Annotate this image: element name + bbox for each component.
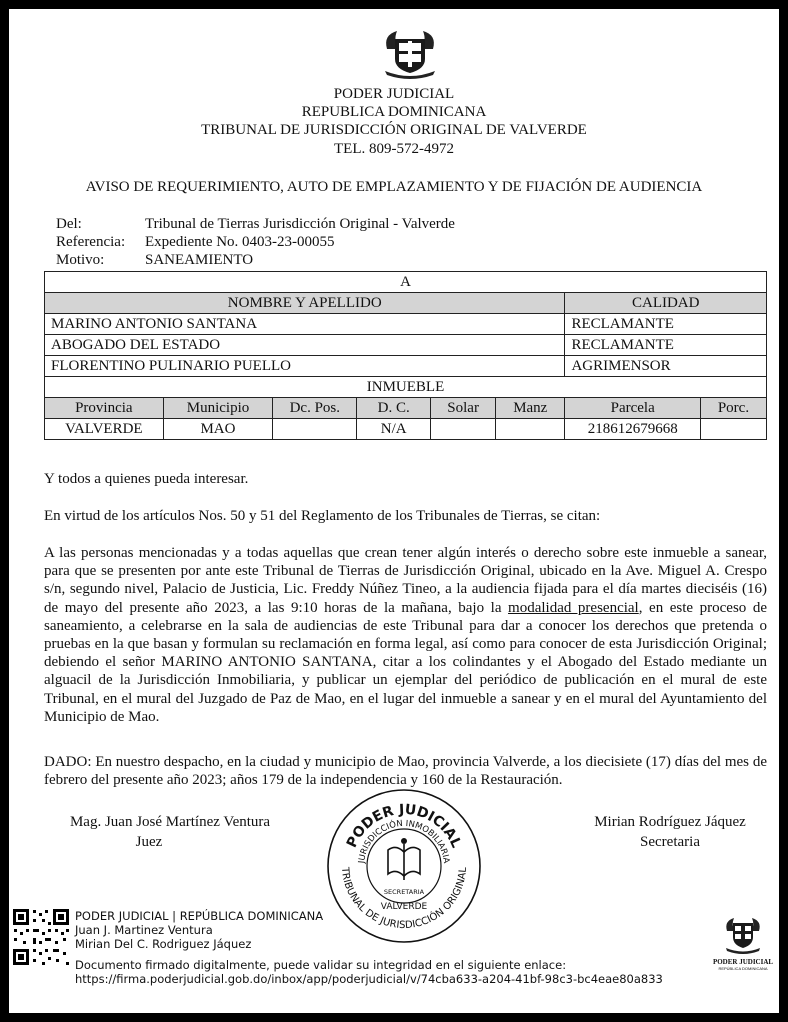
document-title: AVISO DE REQUERIMIENTO, AUTO DE EMPLAZAMIENTO Y DE FIJACIÓN DE AUDIENCIA	[85, 179, 703, 195]
cell-dc: N/A	[357, 419, 431, 440]
cell-dc-pos	[273, 419, 357, 440]
party-name: FLORENTINO PULINARIO PUELLO	[45, 356, 565, 377]
header-line2: REPUBLICA DOMINICANA	[301, 104, 487, 120]
party-name: MARINO ANTONIO SANTANA	[45, 314, 565, 335]
qr-code-icon[interactable]	[11, 907, 71, 967]
right-signer-role: Secretaria	[640, 834, 700, 850]
del-value: Tribunal de Tierras Jurisdicción Original - Valverde	[145, 216, 455, 232]
parties-table	[44, 271, 767, 440]
table-row	[45, 356, 767, 377]
paragraph-2: En virtud de los artículos Nos. 50 y 51 del Reglamento de los Tribunales de Tierras, se citan:	[44, 508, 601, 524]
footer-logo-subtext: REPÚBLICA DOMINICANA	[718, 966, 768, 971]
paragraph-4: DADO: En nuestro despacho, en la ciudad y municipio de Mao, provincia Valverde, a los diecisiete (17) días del mes de febrero del presente año 2023; años 179 de la independencia y 160 de la Restauración.	[44, 754, 767, 789]
paragraph-3	[44, 544, 767, 726]
inmueble-header: INMUEBLE	[45, 377, 767, 398]
paragraph-3-part-b: , en este proceso de saneamiento, a celebrarse en la sala de audiencias de este Tribunal para dar a conocer los derechos que pretenda o pruebas en la que basan y formulan su reclamación en forma legal, así como para conocer de esta Jurisdicción Original; debiendo el señor MARINO ANTONIO SANTANA, citar a los colindantes y el Abogado del Estado mediante un alguacil de la Jurisdicción Inmobiliaria, y publicar un ejemplar del periódico de publicación en el mural de este Tribunal, en el mural del Juzgado de Paz de Mao, en el lugar del inmueble a sanear y en el mural del Ayuntamiento del Municipio de Mao.	[44, 599, 767, 725]
referencia-value: Expediente No. 0403-23-00055	[145, 234, 335, 250]
document-page	[9, 9, 779, 1013]
seal-valverde: VALVERDE	[380, 902, 428, 912]
table-row	[45, 419, 767, 440]
footer-line3: Mirian Del C. Rodriguez Jáquez	[75, 937, 252, 951]
col-solar: Solar	[431, 398, 496, 419]
party-calidad: RECLAMANTE	[565, 314, 767, 335]
footer-line2: Juan J. Martinez Ventura	[75, 923, 213, 937]
col-manz: Manz	[496, 398, 565, 419]
modalidad-presencial: modalidad presencial	[508, 599, 639, 616]
footer-line4: Documento firmado digitalmente, puede validar su integridad en el siguiente enlace:	[75, 958, 567, 972]
cell-manz	[496, 419, 565, 440]
cell-solar	[431, 419, 496, 440]
header-line4: TEL. 809-572-4972	[334, 141, 454, 157]
col-municipio: Municipio	[163, 398, 273, 419]
cell-provincia: VALVERDE	[45, 419, 164, 440]
footer-logo-text: PODER JUDICIAL	[712, 958, 774, 966]
cell-municipio: MAO	[163, 419, 273, 440]
header-line3: TRIBUNAL DE JURISDICCIÓN ORIGINAL DE VALVERDE	[201, 122, 587, 138]
paragraph-1: Y todos a quienes pueda interesar.	[44, 471, 249, 487]
col-calidad: CALIDAD	[565, 293, 767, 314]
seal-bottom-text: TRIBUNAL DE JURISDICCIÓN ORIGINAL	[338, 866, 470, 932]
coat-of-arms-icon	[381, 27, 439, 79]
seal-top-text: PODER JUDICIAL	[343, 801, 465, 851]
left-signer-role: Juez	[135, 834, 163, 850]
table-row	[45, 335, 767, 356]
coat-of-arms-icon	[723, 915, 763, 955]
judicial-emblem-icon	[388, 838, 420, 880]
left-signer-name: Mag. Juan José Martínez Ventura	[69, 814, 271, 830]
col-provincia: Provincia	[45, 398, 164, 419]
motivo-value: SANEAMIENTO	[145, 252, 254, 268]
header-line1: PODER JUDICIAL	[333, 86, 455, 102]
party-calidad: AGRIMENSOR	[565, 356, 767, 377]
col-nombre: NOMBRE Y APELLIDO	[45, 293, 565, 314]
col-dc: D. C.	[357, 398, 431, 419]
table-row	[45, 314, 767, 335]
motivo-label: Motivo:	[56, 252, 105, 268]
cell-parcela: 218612679668	[565, 419, 700, 440]
validation-link[interactable]: https://firma.poderjudicial.gob.do/inbox/app/poderjudicial/v/74cba633-a204-41bf-98c3-bc4eae80a833	[75, 972, 663, 986]
seal-secretaria: SECRETARIA	[383, 888, 425, 896]
party-calidad: RECLAMANTE	[565, 335, 767, 356]
col-porc: Porc.	[700, 398, 766, 419]
a-header: A	[45, 272, 767, 293]
referencia-label: Referencia:	[56, 234, 126, 250]
del-label: Del:	[56, 216, 82, 232]
cell-porc	[700, 419, 766, 440]
paragraph-3-part-a: A las personas mencionadas y a todas aquellas que crean tener algún interés o derecho sobre este inmueble a sanear, para que se presenten por ante este Tribunal de Tierras de Jurisdicción Original, ubicado en la Ave. Miguel A. Crespo s/n, segundo nivel, Palacio de Justicia, Lic. Freddy Núñez Tineo, a la audiencia fijada para el día martes dieciséis (16) de mayo del presente año 2023, a las 9:10 horas de la mañana, bajo la	[44, 545, 767, 616]
col-dc-pos: Dc. Pos.	[273, 398, 357, 419]
col-parcela: Parcela	[565, 398, 700, 419]
footer-line1: PODER JUDICIAL | REPÚBLICA DOMINICANA	[75, 909, 324, 923]
party-name: ABOGADO DEL ESTADO	[45, 335, 565, 356]
right-signer-name: Mirian Rodríguez Jáquez	[594, 814, 746, 830]
seal-ring-text: JURISDICCIÓN INMOBILIARIA	[357, 818, 451, 864]
tribunal-seal	[324, 786, 484, 946]
